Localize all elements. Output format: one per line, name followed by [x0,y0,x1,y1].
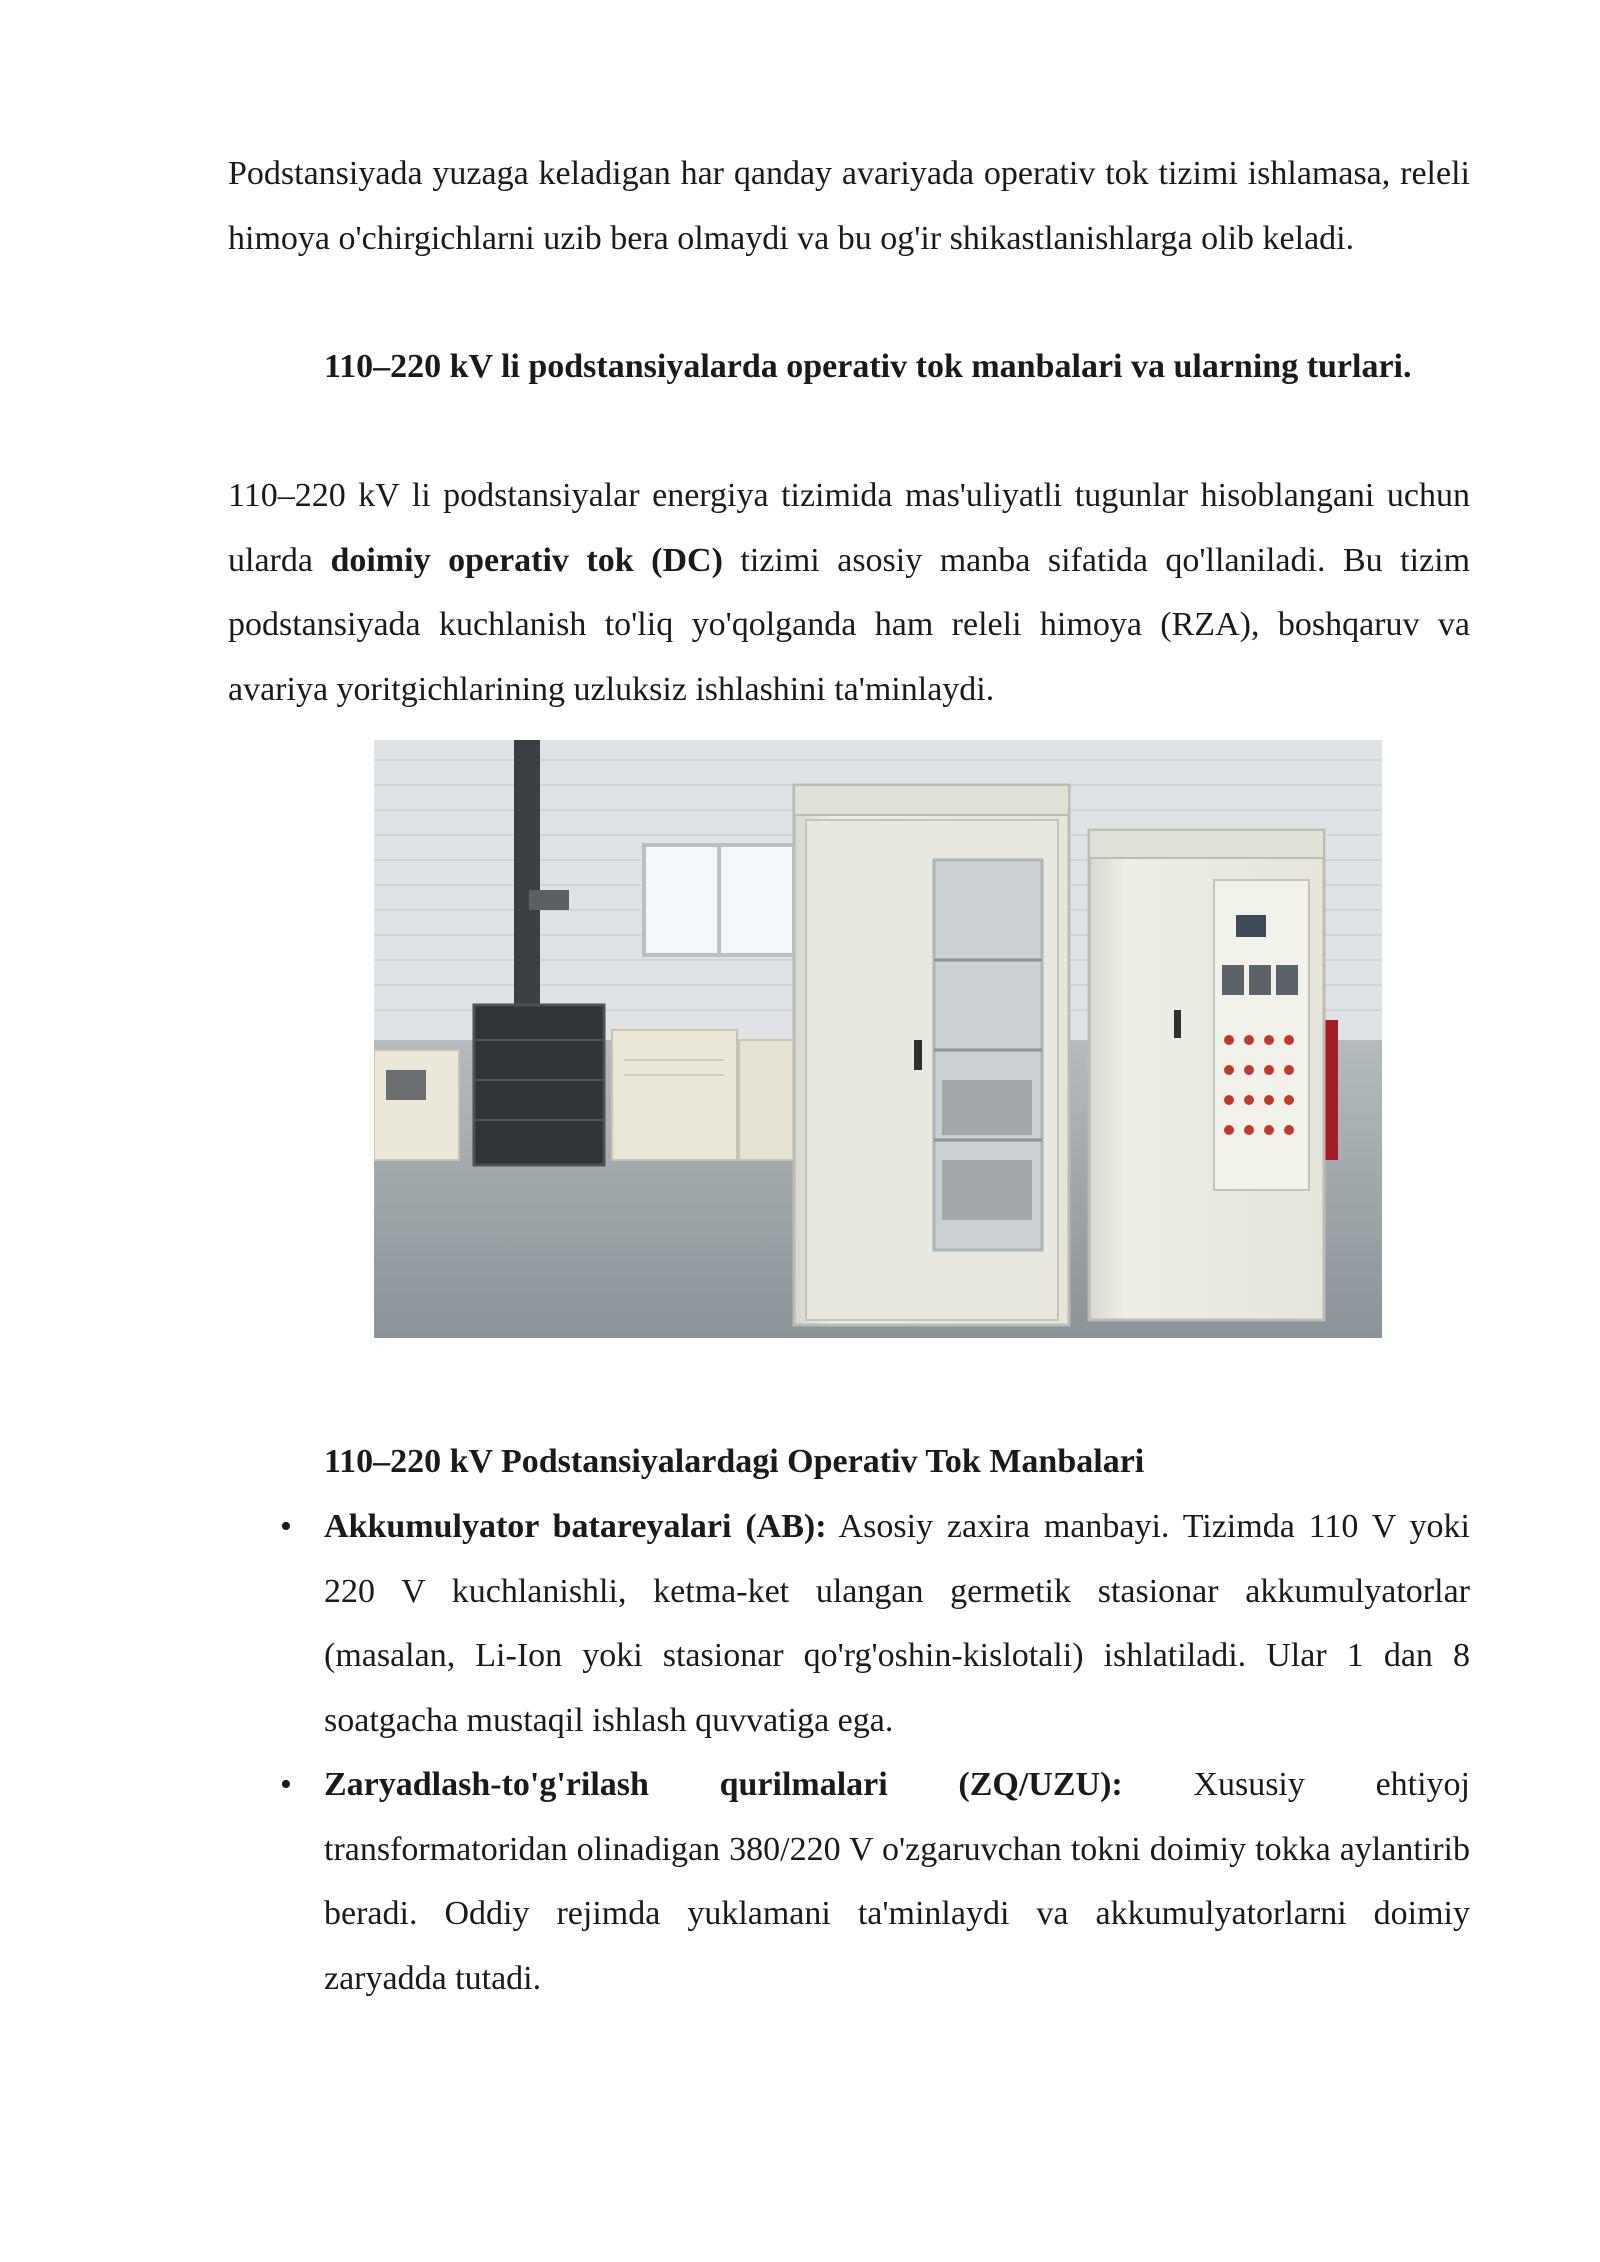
section-heading-2: 110–220 kV Podstansiyalardagi Operativ Tok Manbalari [324,1443,1145,1480]
dc-cabinets-photo [374,740,1382,1338]
section-heading-1 [324,335,1470,400]
bullet-dot-icon: • [280,1508,292,1545]
bullet-list [280,1495,1470,2011]
intro-text: Podstansiyada yuzaga keladigan har qanday avariyada operativ tok tizimi ishlamasa, releli himoya o'chirgichlarni uzib bera olmaydi va bu og'ir shikastlanishlarga olib keladi. [228,155,1470,257]
intro-paragraph [228,142,1470,271]
bullet-dot-icon: • [280,1766,292,1803]
paragraph-2-part1: 110–220 kV li podstansiyalar energiya tizimida mas'uliyatli tugunlar hisoblangani uchun ularda [228,477,1470,579]
bullet-item-chargers [280,1753,1470,2011]
bullet-1-title: Akkumulyator batareyalari (AB): [324,1508,827,1545]
bullet-2-text: Xususiy ehtiyoj transformatoridan olinadigan 380/220 V o'zgaruvchan tokni doimiy tokka aylantirib beradi. Oddiy rejimda yuklamani ta'minlaydi va akkumulyatorlarni doimiy zaryadda tutadi. [324,1766,1470,1997]
paragraph-2-part2: tizimi asosiy manba sifatida qo'llaniladi. Bu tizim podstansiyada kuchlanish to'liq yo'qolganda ham releli himoya (RZA), boshqaruv va avariya yoritgichlarining uzluksiz ishlashini ta'minlaydi. [228,541,1471,708]
bullet-item-batteries [280,1495,1470,1753]
bullet-2-title: Zaryadlash-to'g'rilash qurilmalari (ZQ/UZU): [324,1766,1123,1803]
heading-1-text: 110–220 kV li podstansiyalarda operativ tok manbalari va ularning turlari. [324,348,1412,385]
bullet-1-text: Asosiy zaxira manbayi. Tizimda 110 V yoki 220 V kuchlanishli, ketma-ket ulangan germetik stasionar akkumulyatorlar (masalan, Li-Ion yoki stasionar qo'rg'oshin-kislotali) ishlatiladi. Ular 1 dan 8 soatgacha mustaqil ishlash quvvatiga ega. [324,1508,1470,1739]
paragraph-2-bold: doimiy operativ tok (DC) [330,541,723,579]
paragraph-2 [228,464,1470,722]
